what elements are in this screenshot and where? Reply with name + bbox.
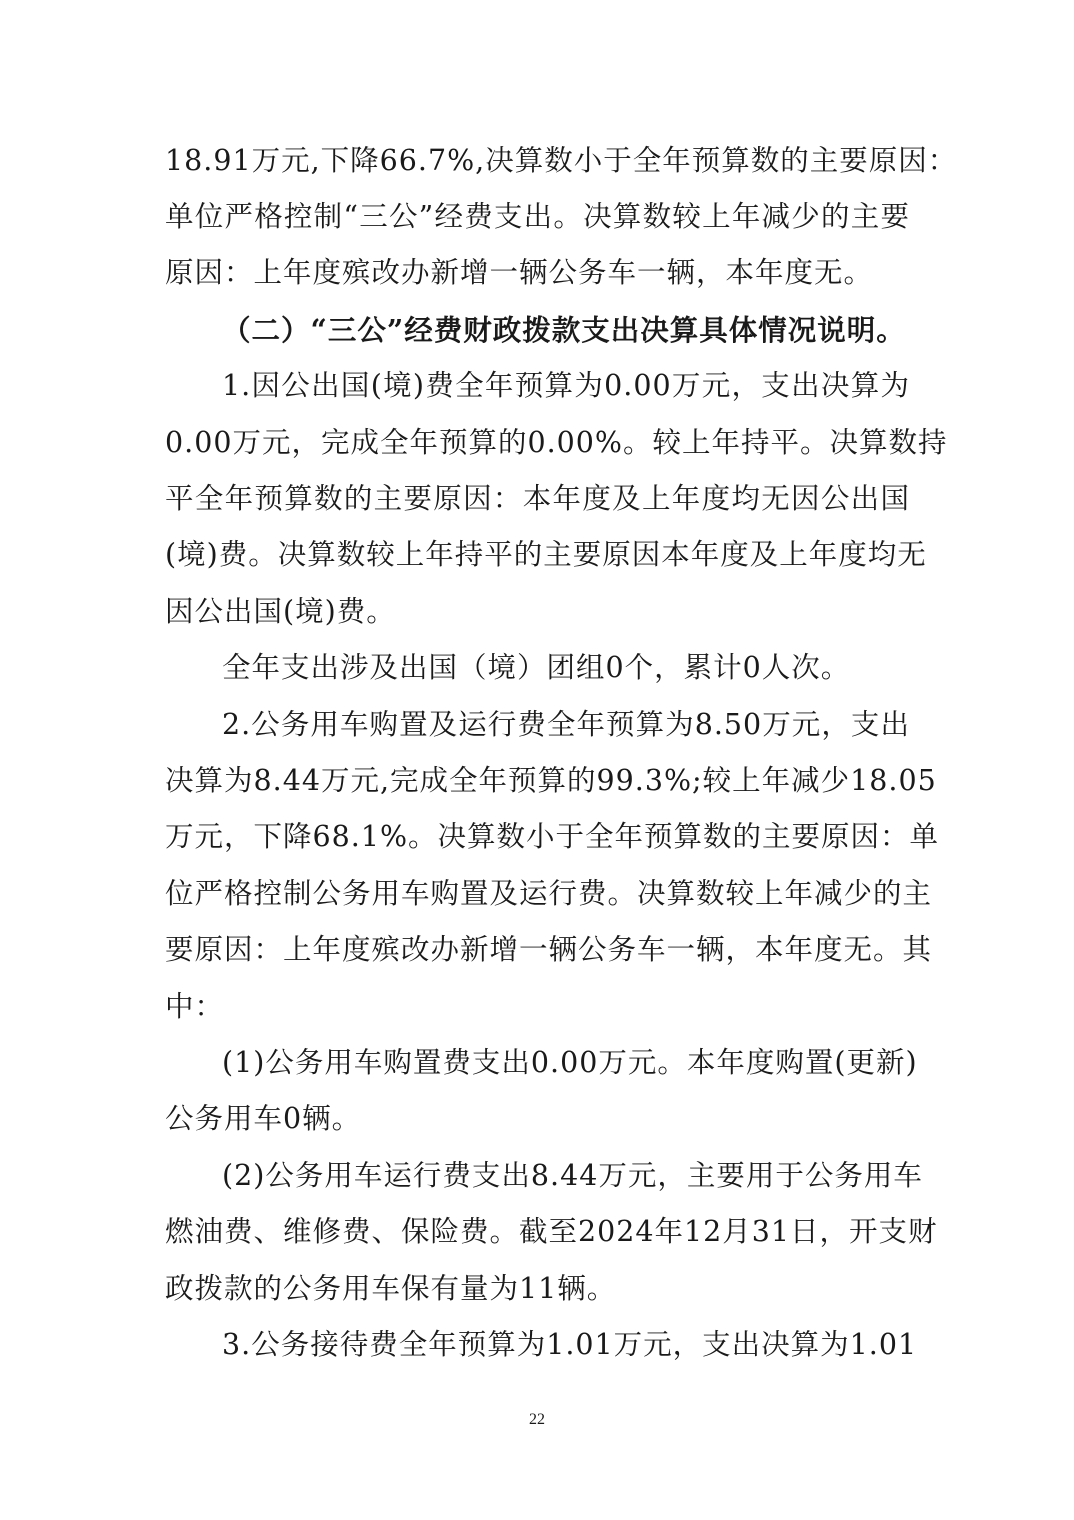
text-line: 中： — [165, 990, 225, 1023]
text-line: 政拨款的公务用车保有量为11辆。 — [165, 1272, 617, 1305]
text-line: 原因：上年度殡改办新增一辆公务车一辆，本年度无。 — [165, 256, 874, 289]
text-line: 要原因：上年度殡改办新增一辆公务车一辆，本年度无。其 — [165, 933, 933, 966]
text-line: 万元，下降68.1%。决算数小于全年预算数的主要原因：单 — [165, 820, 940, 853]
text-line: 18.91万元,下降66.7%,决算数小于全年预算数的主要原因： — [165, 144, 958, 177]
text-line: 位严格控制公务用车购置及运行费。决算数较上年减少的主 — [165, 877, 933, 910]
text-line: 3.公务接待费全年预算为1.01万元，支出决算为1.01 — [222, 1328, 918, 1361]
text-line: 因公出国(境)费。 — [165, 595, 396, 628]
text-line: 0.00万元，完成全年预算的0.00%。较上年持平。决算数持 — [165, 426, 948, 459]
text-line: 2.公务用车购置及运行费全年预算为8.50万元，支出 — [222, 708, 910, 741]
text-line: 公务用车0辆。 — [165, 1102, 362, 1135]
text-line: 单位严格控制“三公”经费支出。决算数较上年减少的主要 — [165, 200, 910, 233]
text-line: (1)公务用车购置费支出0.00万元。本年度购置(更新) — [222, 1046, 918, 1079]
text-line: 全年支出涉及出国（境）团组0个，累计0人次。 — [222, 651, 851, 684]
text-line: 决算为8.44万元,完成全年预算的99.3%;较上年减少18.05 — [165, 764, 937, 797]
text-line: (2)公务用车运行费支出8.44万元，主要用于公务用车 — [222, 1159, 923, 1192]
page-number: 22 — [529, 1411, 545, 1428]
text-line: 1.因公出国(境)费全年预算为0.00万元，支出决算为 — [222, 369, 910, 402]
text-line: 燃油费、维修费、保险费。截至2024年12月31日，开支财 — [165, 1215, 938, 1248]
section-heading: （二）“三公”经费财政拨款支出决算具体情况说明。 — [222, 313, 906, 347]
text-line: (境)费。决算数较上年持平的主要原因本年度及上年度均无 — [165, 538, 927, 571]
text-line: 平全年预算数的主要原因：本年度及上年度均无因公出国 — [165, 482, 910, 515]
